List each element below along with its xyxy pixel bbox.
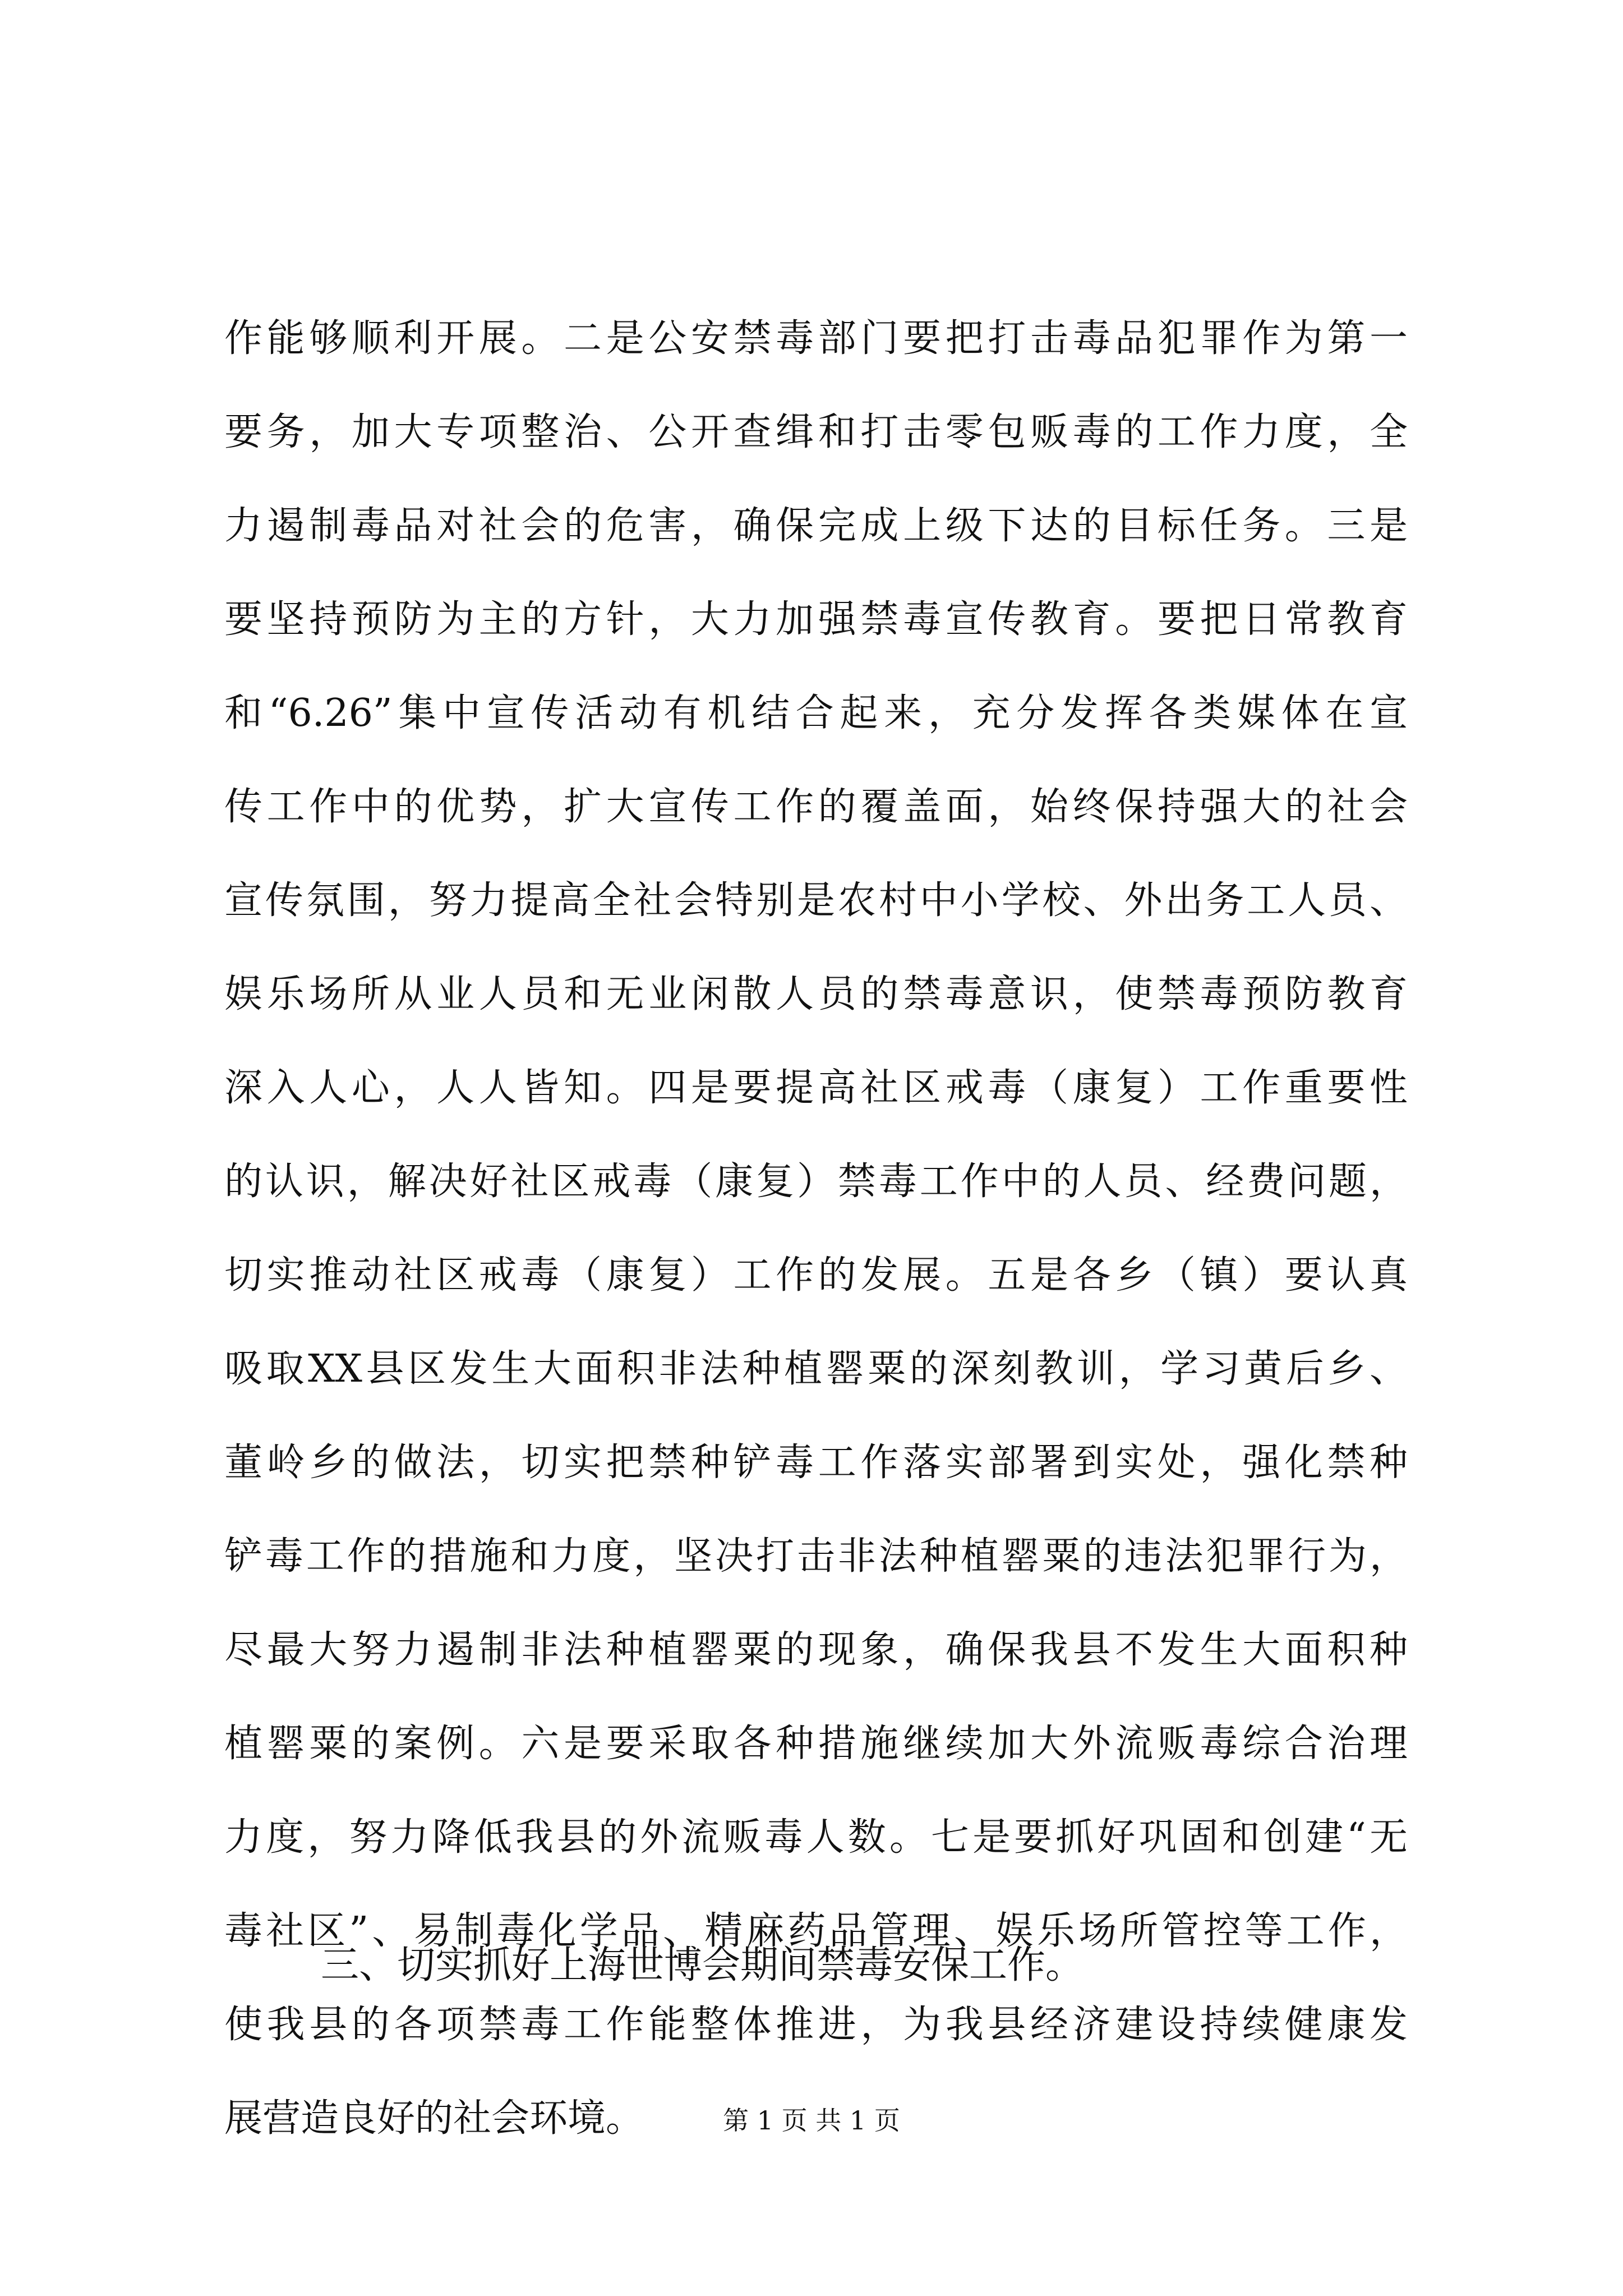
paragraph-line: 铲毒工作的措施和力度，坚决打击非法种植罂粟的违法犯罪行为， (224, 1534, 1408, 1579)
paragraph-line: 要坚持预防为主的方针，大力加强禁毒宣传教育。要把日常教育 (224, 597, 1408, 642)
page-indicator: 第 1 页 共 1 页 (723, 2105, 900, 2136)
paragraph-line: 力度，努力降低我县的外流贩毒人数。七是要抓好巩固和创建“无 (224, 1815, 1408, 1860)
paragraph-line: 宣传氛围，努力提高全社会特别是农村中小学校、外出务工人员、 (224, 878, 1408, 923)
paragraph-line: 的认识，解决好社区戒毒（康复）禁毒工作中的人员、经费问题， (224, 1159, 1408, 1204)
paragraph-line: 吸取XX县区发生大面积非法种植罂粟的深刻教训，学习黄后乡、 (224, 1347, 1408, 1391)
paragraph-line: 植罂粟的案例。六是要采取各种措施继续加大外流贩毒综合治理 (224, 1722, 1408, 1766)
paragraph-line: 毒社区”、易制毒化学品、精麻药品管理、娱乐场所管控等工作， (224, 1909, 1408, 1953)
paragraph-line: 传工作中的优势，扩大宣传工作的覆盖面，始终保持强大的社会 (224, 785, 1408, 829)
paragraph-line: 深入人心，人人皆知。四是要提高社区戒毒（康复）工作重要性 (224, 1066, 1408, 1110)
paragraph-line: 切实推动社区戒毒（康复）工作的发展。五是各乡（镇）要认真 (224, 1253, 1408, 1297)
paragraph-line: 董岭乡的做法，切实把禁种铲毒工作落实部署到实处，强化禁种 (224, 1441, 1408, 1485)
paragraph-line: 展营造良好的社会环境。 (224, 2096, 644, 2141)
paragraph-line: 尽最大努力遏制非法种植罂粟的现象，确保我县不发生大面积种 (224, 1628, 1408, 1672)
body-paragraph (224, 292, 1408, 2165)
paragraph-line: 娱乐场所从业人员和无业闲散人员的禁毒意识，使禁毒预防教育 (224, 972, 1408, 1016)
section-heading: 三、切实抓好上海世博会期间禁毒安保工作。 (321, 1943, 1084, 1987)
page-footer (0, 2101, 1623, 2140)
paragraph-line: 和“6.26”集中宣传活动有机结合起来，充分发挥各类媒体在宣 (224, 691, 1408, 735)
paragraph-line: 作能够顺利开展。二是公安禁毒部门要把打击毒品犯罪作为第一 (224, 316, 1408, 361)
paragraph-line: 要务，加大专项整治、公开查缉和打击零包贩毒的工作力度，全 (224, 410, 1408, 454)
paragraph-line: 力遏制毒品对社会的危害，确保完成上级下达的目标任务。三是 (224, 504, 1408, 548)
paragraph-line: 使我县的各项禁毒工作能整体推进，为我县经济建设持续健康发 (224, 2003, 1408, 2047)
